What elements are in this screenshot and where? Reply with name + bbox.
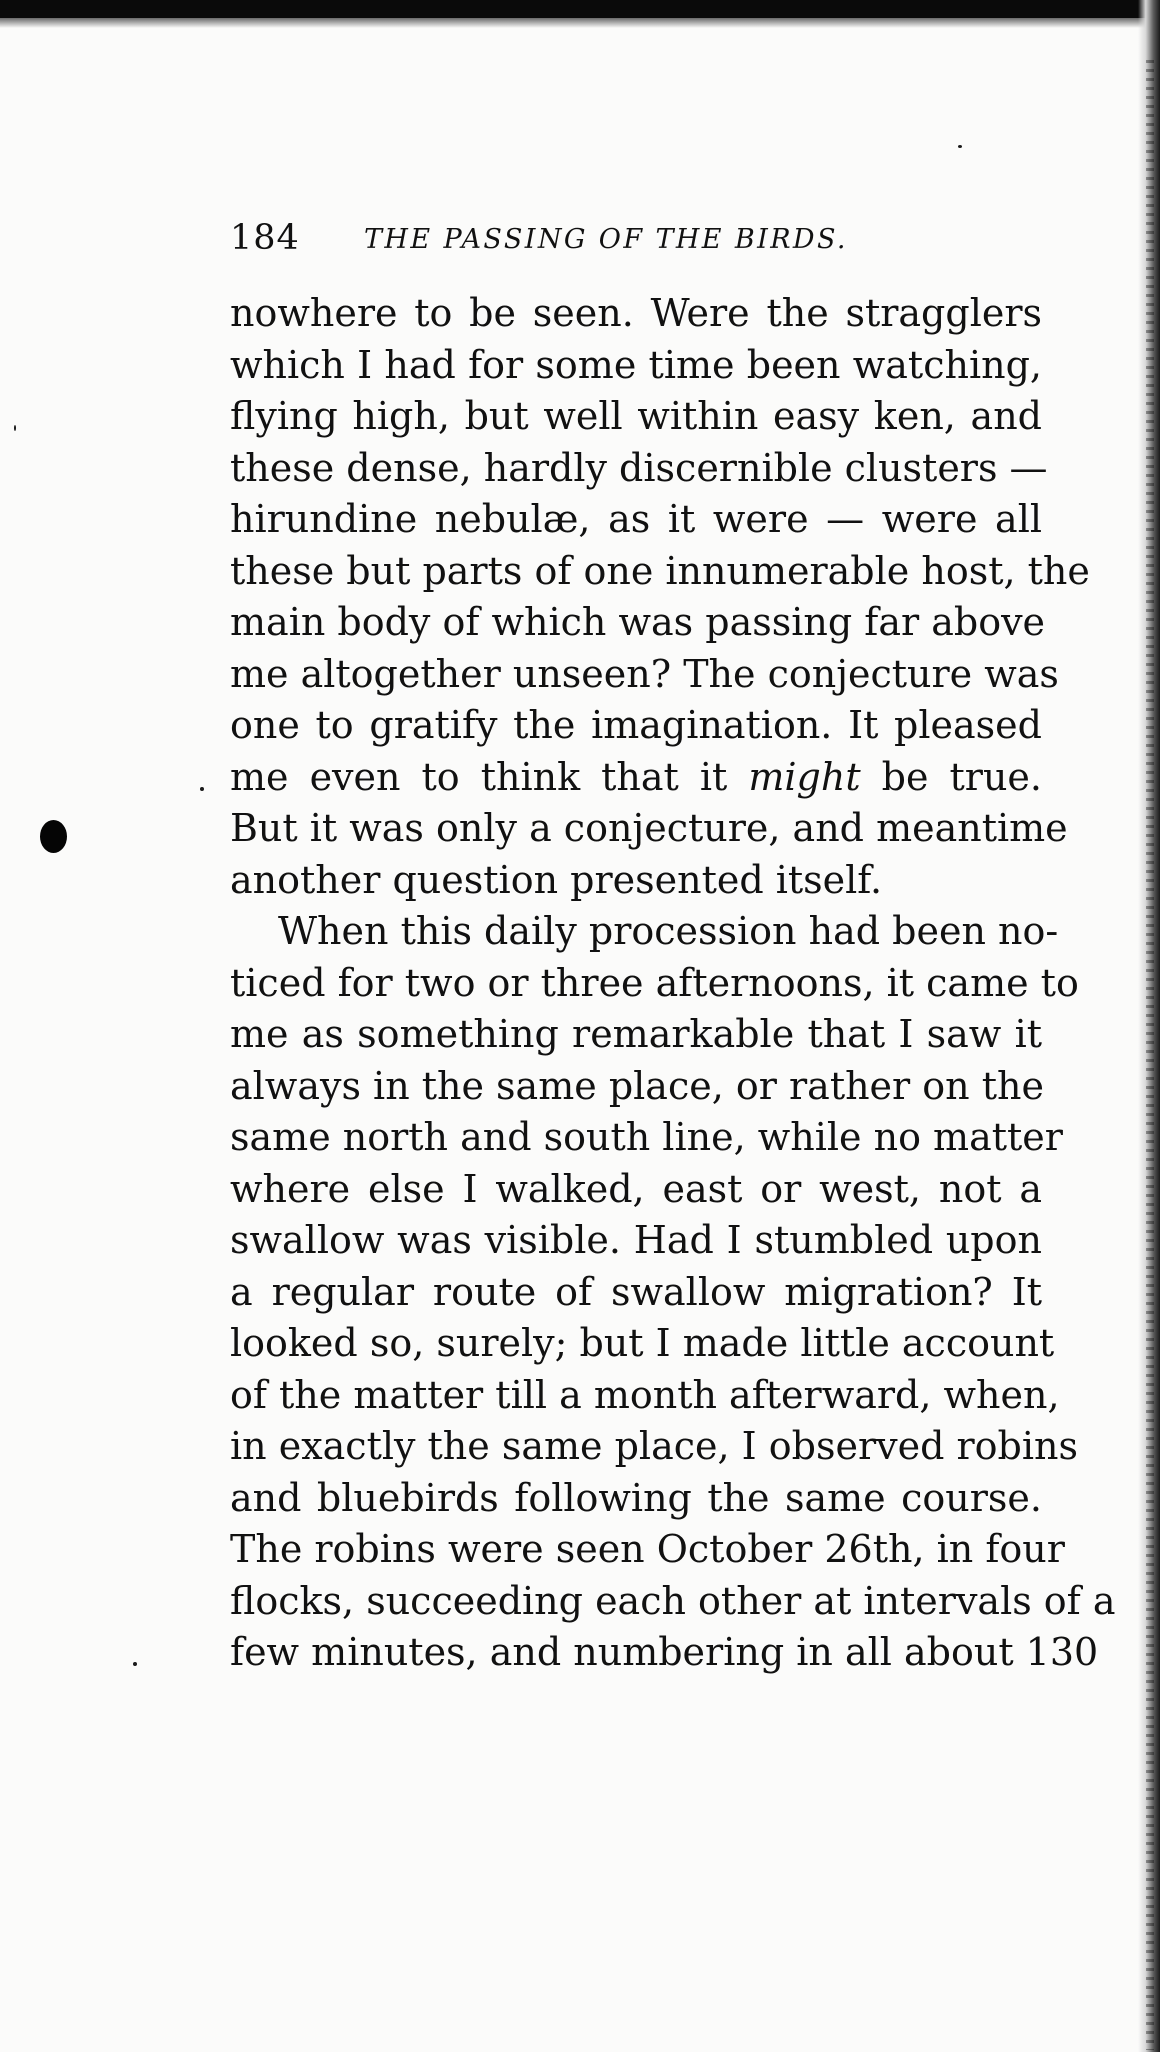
text-line: hirundine nebulæ, as it were — were all bbox=[230, 497, 1042, 541]
text-line: one to gratify the imagination. It pleased bbox=[230, 703, 1042, 747]
text-line: another question presented itself. bbox=[230, 857, 883, 902]
text-line: always in the same place, or rather on the bbox=[230, 1063, 1044, 1108]
text-line: When this daily procession had been no- bbox=[278, 909, 1059, 953]
ink-speck bbox=[133, 1662, 137, 1666]
ink-speck bbox=[14, 425, 16, 431]
text-line: and bluebirds following the same course. bbox=[230, 1475, 1042, 1520]
ink-speck bbox=[958, 145, 962, 148]
text-line: But it was only a conjecture, and meantime bbox=[230, 806, 1068, 850]
paragraph bbox=[230, 906, 1116, 1679]
ink-speck bbox=[200, 787, 204, 791]
paragraph bbox=[230, 288, 1090, 906]
text-line: these dense, hardly discernible clusters — bbox=[230, 445, 1048, 490]
text-line: few minutes, and numbering in all about 130 bbox=[230, 1630, 1099, 1674]
text-line: these but parts of one innumerable host, the bbox=[230, 548, 1090, 593]
text-line: in exactly the same place, I observed robins bbox=[230, 1424, 1078, 1468]
text-line: main body of which was passing far above bbox=[230, 600, 1046, 644]
running-title: THE PASSING OF THE BIRDS. bbox=[364, 224, 848, 255]
scan-top-shadow bbox=[0, 18, 1160, 28]
text-line: which I had for some time been watching, bbox=[230, 342, 1042, 387]
text-line: flocks, succeeding each other at intervals of a bbox=[230, 1578, 1116, 1623]
text-line: of the matter till a month afterward, when, bbox=[230, 1372, 1060, 1417]
text-line: me as something remarkable that I saw it bbox=[230, 1012, 1042, 1056]
text-line: me altogether unseen? The conjecture was bbox=[230, 651, 1059, 696]
italic-emphasis: might bbox=[748, 754, 861, 799]
page-number: 184 bbox=[230, 218, 300, 258]
body-text bbox=[230, 288, 1116, 1679]
text-line: ticed for two or three afternoons, it came to bbox=[230, 960, 1079, 1005]
text-line: same north and south line, while no matter bbox=[230, 1115, 1063, 1159]
ink-blot-mark bbox=[40, 820, 67, 853]
scan-top-edge bbox=[0, 0, 1160, 18]
text-segment: me even to think that it bbox=[230, 754, 749, 799]
text-segment: be true. bbox=[860, 754, 1042, 799]
text-line: swallow was visible. Had I stumbled upon bbox=[230, 1218, 1042, 1262]
text-line: a regular route of swallow migration? It bbox=[230, 1269, 1042, 1314]
text-line: The robins were seen October 26th, in four bbox=[230, 1527, 1065, 1571]
scan-right-edge-texture bbox=[1146, 60, 1154, 2050]
text-line: where else I walked, east or west, not a bbox=[230, 1166, 1042, 1211]
page-header bbox=[230, 212, 1040, 272]
text-line: flying high, but well within easy ken, and bbox=[230, 394, 1042, 438]
text-line: nowhere to be seen. Were the stragglers bbox=[230, 291, 1042, 335]
text-line: looked so, surely; but I made little account bbox=[230, 1321, 1055, 1365]
text-line bbox=[230, 752, 1042, 804]
